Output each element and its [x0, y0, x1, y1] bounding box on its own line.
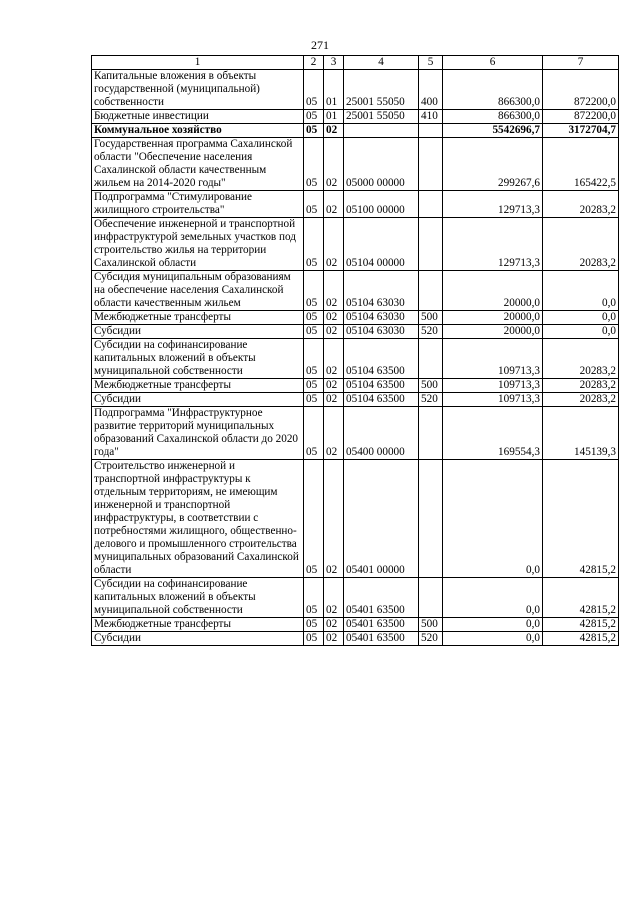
expense-type-cell: 520: [419, 325, 443, 339]
expense-type-cell: 500: [419, 618, 443, 632]
table-row: [92, 218, 619, 271]
subsection-code-cell: 02: [324, 311, 344, 325]
subsection-code-cell: 02: [324, 218, 344, 271]
row-name-cell: Субсидия муниципальным образованиям на обеспечение населения Сахалинской области качественным жильем: [92, 271, 304, 311]
target-article-cell: [344, 124, 419, 138]
section-code-cell: 05: [304, 138, 324, 191]
expense-type-cell: [419, 191, 443, 218]
expense-type-cell: [419, 138, 443, 191]
amount-col6-cell: 129713,3: [443, 218, 543, 271]
section-code-cell: 05: [304, 460, 324, 578]
target-article-cell: 25001 55050: [344, 70, 419, 110]
amount-col6-cell: 129713,3: [443, 191, 543, 218]
row-name-cell: Субсидии: [92, 393, 304, 407]
amount-col6-cell: 0,0: [443, 632, 543, 646]
amount-col7-cell: 42815,2: [543, 460, 619, 578]
table-row: [92, 325, 619, 339]
amount-col7-cell: 0,0: [543, 325, 619, 339]
amount-col7-cell: 0,0: [543, 271, 619, 311]
expense-type-cell: 520: [419, 632, 443, 646]
section-code-cell: 05: [304, 110, 324, 124]
target-article-cell: 05104 63030: [344, 311, 419, 325]
section-code-cell: 05: [304, 339, 324, 379]
section-code-cell: 05: [304, 325, 324, 339]
column-header: 4: [344, 56, 419, 70]
amount-col6-cell: 866300,0: [443, 110, 543, 124]
amount-col6-cell: 109713,3: [443, 339, 543, 379]
target-article-cell: 05401 63500: [344, 578, 419, 618]
budget-table: [91, 55, 619, 646]
subsection-code-cell: 02: [324, 191, 344, 218]
amount-col6-cell: 5542696,7: [443, 124, 543, 138]
expense-type-cell: 410: [419, 110, 443, 124]
expense-type-cell: [419, 271, 443, 311]
subsection-code-cell: 02: [324, 393, 344, 407]
table-body: [92, 70, 619, 646]
expense-type-cell: [419, 218, 443, 271]
subsection-code-cell: 01: [324, 70, 344, 110]
amount-col6-cell: 20000,0: [443, 311, 543, 325]
amount-col6-cell: 20000,0: [443, 271, 543, 311]
table-row: [92, 191, 619, 218]
row-name-cell: Строительство инженерной и транспортной инфраструктуры к отдельным территориям, не имеющим инженерной и транспортной инфраструктуры, в соответствии с потребностями жилищного, общественно-делового и промышленного строительства муниципальных образований Сахалинской области: [92, 460, 304, 578]
subsection-code-cell: 02: [324, 124, 344, 138]
section-code-cell: 05: [304, 191, 324, 218]
row-name-cell: Капитальные вложения в объекты государственной (муниципальной) собственности: [92, 70, 304, 110]
subsection-code-cell: 02: [324, 578, 344, 618]
table-header-row: [92, 56, 619, 70]
subsection-code-cell: 02: [324, 632, 344, 646]
amount-col7-cell: 42815,2: [543, 618, 619, 632]
amount-col7-cell: 42815,2: [543, 578, 619, 618]
table-row: [92, 618, 619, 632]
amount-col6-cell: 866300,0: [443, 70, 543, 110]
column-header: 2: [304, 56, 324, 70]
amount-col7-cell: 872200,0: [543, 70, 619, 110]
target-article-cell: 05401 63500: [344, 632, 419, 646]
amount-col6-cell: 169554,3: [443, 407, 543, 460]
table-row: [92, 460, 619, 578]
amount-col6-cell: 299267,6: [443, 138, 543, 191]
column-header: 7: [543, 56, 619, 70]
expense-type-cell: [419, 578, 443, 618]
section-code-cell: 05: [304, 70, 324, 110]
section-code-cell: 05: [304, 407, 324, 460]
row-name-cell: Подпрограмма "Стимулирование жилищного строительства": [92, 191, 304, 218]
row-name-cell: Субсидии: [92, 632, 304, 646]
table-row: [92, 339, 619, 379]
amount-col7-cell: 872200,0: [543, 110, 619, 124]
section-code-cell: 05: [304, 393, 324, 407]
table-row: [92, 632, 619, 646]
expense-type-cell: [419, 124, 443, 138]
table-row: [92, 138, 619, 191]
expense-type-cell: 500: [419, 379, 443, 393]
expense-type-cell: [419, 460, 443, 578]
subsection-code-cell: 02: [324, 138, 344, 191]
section-code-cell: 05: [304, 124, 324, 138]
table-row: [92, 124, 619, 138]
target-article-cell: 05400 00000: [344, 407, 419, 460]
table-row: [92, 110, 619, 124]
table-row: [92, 393, 619, 407]
expense-type-cell: 520: [419, 393, 443, 407]
amount-col7-cell: 20283,2: [543, 379, 619, 393]
section-code-cell: 05: [304, 379, 324, 393]
section-code-cell: 05: [304, 311, 324, 325]
subsection-code-cell: 02: [324, 460, 344, 578]
table-row: [92, 407, 619, 460]
row-name-cell: Государственная программа Сахалинской области "Обеспечение населения Сахалинской области качественным жильем на 2014-2020 годы": [92, 138, 304, 191]
subsection-code-cell: 02: [324, 618, 344, 632]
expense-type-cell: 500: [419, 311, 443, 325]
amount-col6-cell: 109713,3: [443, 379, 543, 393]
target-article-cell: 05104 63030: [344, 271, 419, 311]
subsection-code-cell: 02: [324, 407, 344, 460]
target-article-cell: 05000 00000: [344, 138, 419, 191]
expense-type-cell: [419, 407, 443, 460]
amount-col6-cell: 20000,0: [443, 325, 543, 339]
target-article-cell: 05104 63500: [344, 379, 419, 393]
page-number: 271: [311, 38, 329, 52]
subsection-code-cell: 01: [324, 110, 344, 124]
expense-type-cell: 400: [419, 70, 443, 110]
target-article-cell: 05401 63500: [344, 618, 419, 632]
table-row: [92, 379, 619, 393]
row-name-cell: Подпрограмма "Инфраструктурное развитие территорий муниципальных образований Сахалинской области до 2020 года": [92, 407, 304, 460]
amount-col7-cell: 20283,2: [543, 339, 619, 379]
row-name-cell: Субсидии: [92, 325, 304, 339]
table-row: [92, 311, 619, 325]
amount-col6-cell: 0,0: [443, 618, 543, 632]
amount-col7-cell: 3172704,7: [543, 124, 619, 138]
expense-type-cell: [419, 339, 443, 379]
amount-col7-cell: 20283,2: [543, 191, 619, 218]
row-name-cell: Бюджетные инвестиции: [92, 110, 304, 124]
amount-col6-cell: 0,0: [443, 578, 543, 618]
target-article-cell: 25001 55050: [344, 110, 419, 124]
section-code-cell: 05: [304, 578, 324, 618]
row-name-cell: Обеспечение инженерной и транспортной инфраструктурой земельных участков под строительство жилья на территории Сахалинской области: [92, 218, 304, 271]
subsection-code-cell: 02: [324, 271, 344, 311]
target-article-cell: 05401 00000: [344, 460, 419, 578]
row-name-cell: Межбюджетные трансферты: [92, 379, 304, 393]
amount-col7-cell: 20283,2: [543, 393, 619, 407]
table-row: [92, 70, 619, 110]
subsection-code-cell: 02: [324, 379, 344, 393]
amount-col7-cell: 20283,2: [543, 218, 619, 271]
target-article-cell: 05100 00000: [344, 191, 419, 218]
amount-col7-cell: 165422,5: [543, 138, 619, 191]
target-article-cell: 05104 63500: [344, 339, 419, 379]
amount-col7-cell: 145139,3: [543, 407, 619, 460]
row-name-cell: Коммунальное хозяйство: [92, 124, 304, 138]
row-name-cell: Межбюджетные трансферты: [92, 618, 304, 632]
target-article-cell: 05104 00000: [344, 218, 419, 271]
subsection-code-cell: 02: [324, 339, 344, 379]
table-row: [92, 578, 619, 618]
section-code-cell: 05: [304, 218, 324, 271]
row-name-cell: Субсидии на софинансирование капитальных вложений в объекты муниципальной собственности: [92, 339, 304, 379]
section-code-cell: 05: [304, 632, 324, 646]
subsection-code-cell: 02: [324, 325, 344, 339]
column-header: 6: [443, 56, 543, 70]
row-name-cell: Субсидии на софинансирование капитальных вложений в объекты муниципальной собственности: [92, 578, 304, 618]
column-header: 3: [324, 56, 344, 70]
section-code-cell: 05: [304, 618, 324, 632]
row-name-cell: Межбюджетные трансферты: [92, 311, 304, 325]
table-row: [92, 271, 619, 311]
amount-col7-cell: 0,0: [543, 311, 619, 325]
amount-col7-cell: 42815,2: [543, 632, 619, 646]
column-header: 5: [419, 56, 443, 70]
target-article-cell: 05104 63030: [344, 325, 419, 339]
column-header: 1: [92, 56, 304, 70]
amount-col6-cell: 109713,3: [443, 393, 543, 407]
target-article-cell: 05104 63500: [344, 393, 419, 407]
section-code-cell: 05: [304, 271, 324, 311]
amount-col6-cell: 0,0: [443, 460, 543, 578]
